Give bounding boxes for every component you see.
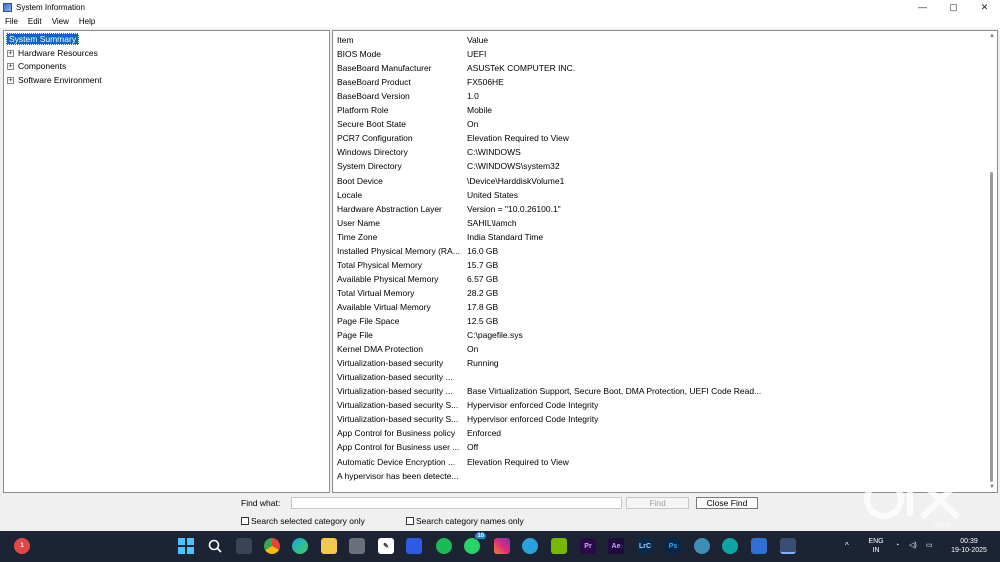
column-header-value: Value — [467, 35, 489, 45]
vertical-scrollbar[interactable] — [988, 32, 996, 491]
value-cell: Mobile — [467, 105, 493, 116]
item-cell: PCR7 Configuration — [337, 133, 413, 144]
file-explorer-icon[interactable] — [321, 538, 337, 554]
item-cell: BIOS Mode — [337, 49, 381, 60]
notepad-icon[interactable]: ✎ — [378, 538, 394, 554]
title-bar — [0, 0, 1000, 14]
tree-item-components[interactable] — [7, 60, 68, 72]
expand-plus-icon[interactable]: + — [8, 61, 13, 70]
chrome-icon[interactable] — [264, 538, 280, 554]
tree-item-label: Software Environment — [18, 75, 102, 85]
search-selected-category-option[interactable] — [241, 516, 365, 526]
value-cell: SAHIL\lamch — [467, 217, 517, 228]
item-cell: Platform Role — [337, 105, 389, 116]
tray-overflow-chevron-icon[interactable]: ^ — [845, 541, 849, 550]
item-cell: System Directory — [337, 161, 402, 172]
item-cell: Available Physical Memory — [337, 273, 439, 284]
svg-text:INDIA: INDIA — [934, 523, 951, 529]
settings-gear-icon[interactable] — [694, 538, 710, 554]
value-cell: Off — [467, 442, 479, 453]
spotify-icon[interactable] — [436, 538, 452, 554]
value-cell: 6.57 GB — [467, 273, 499, 284]
language-code: ENG — [868, 538, 884, 545]
item-cell: A hypervisor has been detecte... — [337, 470, 459, 481]
value-cell: Hypervisor enforced Code Integrity — [467, 414, 599, 425]
item-cell: Page File Space — [337, 316, 400, 326]
item-cell: Boot Device — [337, 175, 383, 186]
value-cell: Elevation Required to View — [467, 456, 569, 467]
value-cell: 15.7 GB — [467, 259, 499, 270]
microsoft-store-icon[interactable] — [349, 538, 365, 554]
menu-help[interactable]: Help — [78, 16, 96, 26]
value-cell: ASUSTeK COMPUTER INC. — [467, 63, 576, 74]
value-cell: \Device\HarddiskVolume1 — [467, 175, 565, 186]
system-information-taskbar-icon[interactable] — [780, 538, 796, 554]
item-cell: Virtualization-based security — [337, 358, 444, 369]
scroll-up-arrow-icon[interactable]: ▲ — [989, 33, 995, 39]
value-cell: 12.5 GB — [467, 316, 499, 326]
value-cell: C:\WINDOWS — [467, 147, 521, 158]
menu-edit[interactable]: Edit — [27, 16, 42, 26]
item-cell: Installed Physical Memory (RA... — [337, 245, 460, 256]
lightroom-classic-icon[interactable]: LrC — [637, 538, 653, 554]
value-cell: 17.8 GB — [467, 301, 499, 312]
menu-bar — [0, 14, 1000, 28]
search-icon[interactable] — [207, 538, 223, 554]
value-cell: 16.0 GB — [467, 245, 499, 256]
category-tree[interactable] — [3, 30, 330, 493]
menu-view[interactable]: View — [51, 16, 69, 26]
item-cell: Virtualization-based security S... — [337, 414, 459, 425]
whatsapp-icon[interactable] — [464, 533, 484, 554]
whiteboard-icon[interactable] — [406, 538, 422, 554]
start-windows-icon[interactable] — [178, 538, 194, 554]
value-cell: Base Virtualization Support, Secure Boot, DMA Protection, UEFI Code Read... — [467, 386, 762, 397]
item-cell: Virtualization-based security ... — [337, 386, 453, 397]
tree-item-label: Hardware Resources — [18, 48, 98, 58]
item-cell: User Name — [337, 217, 380, 228]
battery-icon[interactable]: ▭ — [926, 542, 933, 549]
tree-item-label: System Summary — [6, 33, 79, 45]
telegram-icon[interactable] — [522, 538, 538, 554]
clock-time: 00:39 — [960, 538, 978, 545]
item-cell: BaseBoard Version — [337, 91, 410, 102]
value-cell: On — [467, 344, 479, 355]
search-category-names-option[interactable] — [406, 516, 524, 526]
item-cell: BaseBoard Manufacturer — [337, 63, 432, 74]
value-cell: India Standard Time — [467, 231, 544, 242]
wifi-icon[interactable]: ◔ — [895, 542, 900, 549]
find-what-label: Find what: — [241, 498, 281, 508]
value-cell: Elevation Required to View — [467, 133, 569, 144]
item-cell: Secure Boot State — [337, 119, 406, 130]
item-cell: Total Virtual Memory — [337, 287, 415, 298]
minimize-button[interactable]: — — [918, 2, 927, 12]
item-cell: Windows Directory — [337, 147, 408, 158]
find-button[interactable]: Find — [626, 497, 689, 509]
value-cell: Enforced — [467, 428, 502, 439]
item-cell: Available Virtual Memory — [337, 301, 431, 312]
copilot-icon[interactable] — [722, 538, 738, 554]
close-find-button[interactable]: Close Find — [696, 497, 758, 509]
search-category-names-checkbox[interactable] — [406, 517, 414, 525]
item-cell: Page File — [337, 330, 373, 341]
close-button[interactable]: ✕ — [980, 1, 989, 12]
maximize-button[interactable]: ▢ — [949, 1, 958, 12]
value-cell: C:\WINDOWS\system32 — [467, 161, 560, 172]
item-cell: App Control for Business user ... — [337, 442, 460, 453]
window-title: System Information — [16, 2, 85, 12]
scroll-thumb[interactable] — [990, 172, 993, 482]
item-cell: Total Physical Memory — [337, 259, 423, 270]
expand-plus-icon[interactable]: + — [8, 48, 13, 57]
column-header-item: Item — [337, 35, 354, 45]
item-cell: Kernel DMA Protection — [337, 344, 423, 355]
after-effects-icon[interactable]: Ae — [608, 538, 624, 554]
tree-item-label: Components — [18, 61, 67, 71]
windows-taskbar — [0, 531, 1000, 562]
menu-file[interactable]: File — [5, 16, 18, 26]
region-code: IN — [872, 547, 880, 554]
item-cell: Virtualization-based security S... — [337, 400, 459, 411]
search-category-names-label: Search category names only — [416, 516, 524, 526]
search-selected-category-label: Search selected category only — [251, 516, 365, 526]
tree-item-system-summary[interactable] — [6, 33, 79, 45]
language-indicator[interactable] — [866, 537, 886, 555]
olx-watermark-logo — [862, 475, 972, 530]
notification-app-icon[interactable] — [14, 538, 30, 554]
window-controls — [907, 0, 1000, 14]
item-cell: Virtualization-based security ... — [337, 372, 453, 383]
value-cell: C:\pagefile.sys — [467, 330, 523, 341]
item-cell: App Control for Business policy — [337, 428, 456, 439]
photoshop-icon[interactable]: Ps — [665, 538, 681, 554]
item-cell: Automatic Device Encryption ... — [337, 456, 456, 467]
item-cell: Time Zone — [337, 231, 378, 242]
find-what-input[interactable] — [291, 497, 622, 509]
scroll-down-arrow-icon[interactable]: ▼ — [989, 484, 995, 490]
premiere-pro-icon[interactable]: Pr — [580, 538, 596, 554]
value-cell: Running — [467, 358, 499, 369]
value-cell: UEFI — [467, 49, 487, 60]
clock-date: 19-10-2025 — [951, 547, 987, 554]
value-cell: 28.2 GB — [467, 287, 499, 298]
clock[interactable] — [944, 537, 994, 555]
tree-item-software-environment[interactable] — [7, 74, 104, 86]
task-view-icon[interactable] — [236, 538, 252, 554]
value-cell: FX506HE — [467, 77, 504, 88]
details-table[interactable] — [332, 30, 998, 493]
edge-icon[interactable] — [292, 538, 308, 554]
value-cell: Version = "10.0.26100.1" — [467, 203, 561, 214]
value-cell: On — [467, 119, 479, 130]
instagram-icon[interactable] — [494, 538, 510, 554]
volume-icon[interactable]: ◁) — [909, 542, 917, 549]
nvidia-icon[interactable] — [551, 538, 567, 554]
item-cell: Hardware Abstraction Layer — [337, 203, 442, 214]
notification-badge: 1 — [20, 543, 24, 549]
search-selected-category-checkbox[interactable] — [241, 517, 249, 525]
item-cell: Locale — [337, 189, 363, 200]
value-cell: United States — [467, 189, 519, 200]
app-badge: 10 — [477, 533, 484, 539]
value-cell: Hypervisor enforced Code Integrity — [467, 400, 599, 411]
system-information-app-icon — [3, 3, 12, 12]
find-bar — [0, 495, 1000, 531]
tree-item-hardware-resources[interactable] — [7, 47, 100, 59]
expand-plus-icon[interactable]: + — [8, 75, 13, 84]
item-cell: BaseBoard Product — [337, 77, 411, 88]
value-cell: 1.0 — [467, 91, 479, 102]
security-shield-icon[interactable] — [751, 538, 767, 554]
